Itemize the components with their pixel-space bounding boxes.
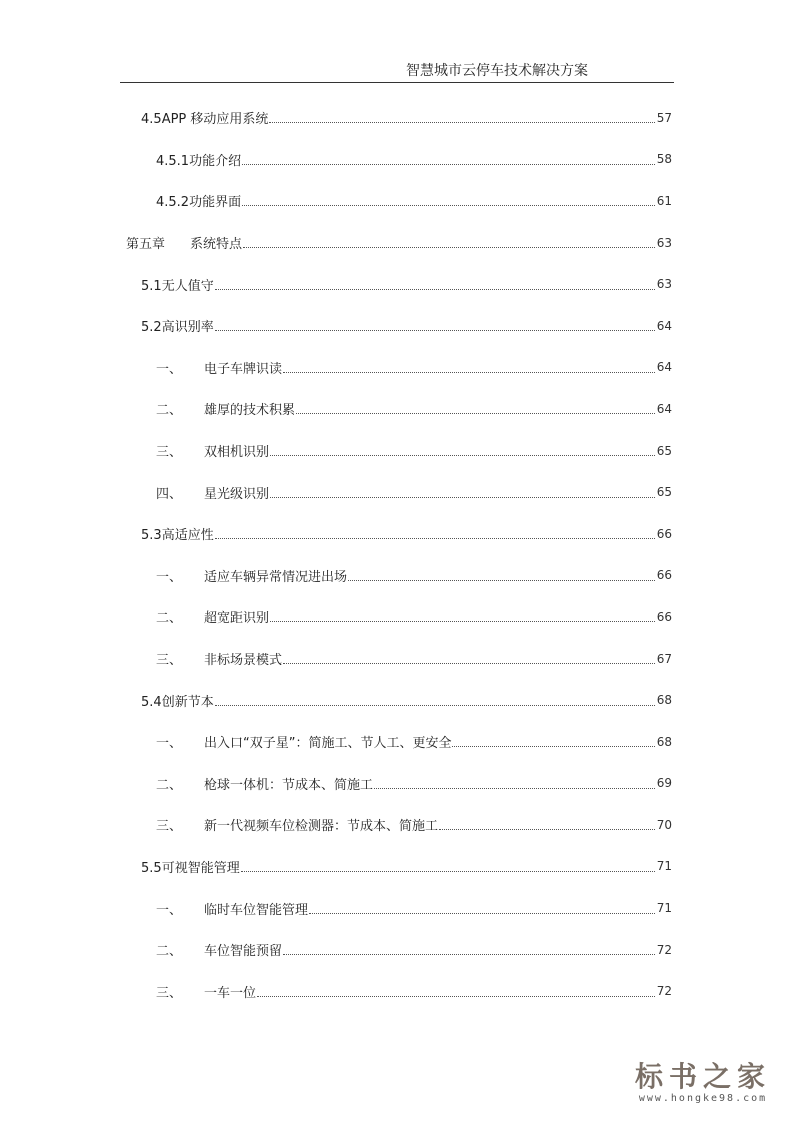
toc-page-number: 58 [656, 152, 672, 167]
toc-entry[interactable] [0, 763, 793, 805]
toc-entry-text: 枪球一体机：节成本、简施工 [204, 777, 374, 793]
toc-page-number: 71 [656, 901, 672, 916]
toc-leader-dots [242, 205, 655, 206]
toc-entry-number: 四、 [156, 486, 183, 502]
watermark-logo [635, 1061, 771, 1104]
toc-entry[interactable] [0, 970, 793, 1012]
toc-entry-text: 适应车辆异常情况进出场 [204, 569, 348, 585]
toc-page-number: 66 [656, 526, 672, 541]
toc-entry[interactable] [0, 222, 793, 264]
toc-page-number: 71 [656, 859, 672, 874]
toc-entry-label [126, 233, 242, 252]
toc-entry-text: 可视智能管理 [161, 860, 240, 876]
toc-entry[interactable] [0, 804, 793, 846]
toc-entry[interactable] [0, 846, 793, 888]
toc-leader-dots [348, 580, 655, 581]
toc-entry-number: 一、 [156, 569, 183, 585]
toc-entry-text: 临时车位智能管理 [204, 902, 309, 918]
toc-entry-number: 一、 [156, 902, 183, 918]
header-divider [120, 82, 674, 83]
toc-entry-label [156, 441, 269, 460]
toc-leader-dots [374, 788, 655, 789]
toc-entry-label [156, 566, 347, 585]
toc-entry[interactable] [0, 347, 793, 389]
toc-entry-number: 4.5.2 [156, 195, 190, 211]
toc-entry-number: 三、 [156, 445, 183, 461]
toc-leader-dots [241, 871, 655, 872]
toc-leader-dots [215, 330, 655, 331]
toc-entry-label [156, 732, 451, 751]
toc-page-number: 65 [656, 443, 672, 458]
toc-entry-label [156, 982, 256, 1001]
toc-entry-label [156, 899, 308, 918]
toc-entry-label [141, 524, 214, 543]
toc-entry-number: 5.3 [141, 528, 162, 544]
toc-page-number: 64 [656, 401, 672, 416]
toc-entry-text: 星光级识别 [204, 486, 270, 502]
toc-entry[interactable] [0, 139, 793, 181]
toc-entry-number: 4.5 [141, 112, 162, 128]
toc-entry-text: 高识别率 [161, 320, 214, 336]
toc-entry-text: 功能界面 [189, 195, 242, 211]
toc-page-number: 66 [656, 568, 672, 583]
toc-entry-text: 非标场景模式 [204, 653, 283, 669]
toc-entry-number: 5.1 [141, 278, 162, 294]
toc-entry-number: 三、 [156, 985, 183, 1001]
toc-leader-dots [270, 621, 655, 622]
toc-leader-dots [452, 746, 654, 747]
toc-entry-text: 创新节本 [161, 694, 214, 710]
toc-page-number: 63 [656, 277, 672, 292]
toc-entry[interactable] [0, 887, 793, 929]
toc-entry-text: 功能介绍 [189, 153, 242, 169]
toc-entry-text: 电子车牌识读 [204, 361, 283, 377]
toc-entry-number: 一、 [156, 361, 183, 377]
toc-page-number: 68 [656, 693, 672, 708]
toc-entry[interactable] [0, 305, 793, 347]
toc-entry-label [141, 275, 214, 294]
toc-leader-dots [269, 122, 654, 123]
toc-leader-dots [283, 372, 655, 373]
toc-entry-number: 4.5.1 [156, 153, 190, 169]
toc-entry[interactable] [0, 721, 793, 763]
toc-entry-label [141, 108, 268, 127]
toc-entry-number: 二、 [156, 403, 183, 419]
toc-entry[interactable] [0, 929, 793, 971]
toc-entry-label [156, 358, 282, 377]
toc-entry-label [141, 691, 214, 710]
watermark-url: www.hongke98.com [638, 1093, 768, 1104]
toc-page-number: 72 [656, 984, 672, 999]
toc-entry-label [141, 857, 240, 876]
toc-entry[interactable] [0, 388, 793, 430]
toc-entry-number: 一、 [156, 736, 183, 752]
table-of-contents [0, 97, 793, 1012]
toc-entry-label [156, 649, 282, 668]
toc-entry-number: 二、 [156, 777, 183, 793]
toc-entry-label [156, 607, 269, 626]
toc-leader-dots [296, 413, 655, 414]
toc-entry[interactable] [0, 430, 793, 472]
toc-page-number: 69 [656, 776, 672, 791]
toc-entry-text: 雄厚的技术积累 [204, 403, 296, 419]
toc-leader-dots [257, 996, 655, 997]
toc-entry[interactable] [0, 263, 793, 305]
toc-entry-number: 二、 [156, 944, 183, 960]
toc-entry-label [156, 399, 295, 418]
toc-entry-number: 三、 [156, 819, 183, 835]
toc-page-number: 57 [656, 110, 672, 125]
toc-leader-dots [283, 954, 655, 955]
toc-page-number: 70 [656, 817, 672, 832]
toc-entry[interactable] [0, 596, 793, 638]
toc-leader-dots [243, 247, 655, 248]
toc-leader-dots [270, 497, 655, 498]
toc-entry[interactable] [0, 513, 793, 555]
toc-page-number: 66 [656, 609, 672, 624]
toc-entry[interactable] [0, 180, 793, 222]
toc-entry[interactable] [0, 471, 793, 513]
toc-entry-text: 双相机识别 [204, 445, 270, 461]
toc-entry-text: 系统特点 [190, 237, 243, 253]
toc-page-number: 68 [656, 734, 672, 749]
toc-leader-dots [309, 913, 655, 914]
toc-entry-number: 5.5 [141, 860, 162, 876]
toc-entry[interactable] [0, 638, 793, 680]
toc-page-number: 61 [656, 193, 672, 208]
toc-leader-dots [283, 663, 655, 664]
toc-entry-text: 新一代视频车位检测器：节成本、简施工 [204, 819, 439, 835]
toc-leader-dots [215, 538, 655, 539]
toc-entry-number: 5.2 [141, 320, 162, 336]
page-header-title: 智慧城市云停车技术解决方案 [406, 63, 588, 79]
toc-entry-text: 无人值守 [161, 278, 214, 294]
toc-entry[interactable] [0, 679, 793, 721]
toc-entry-label [156, 483, 269, 502]
toc-leader-dots [270, 455, 655, 456]
toc-entry[interactable] [0, 555, 793, 597]
toc-entry-label [156, 191, 241, 210]
toc-leader-dots [439, 829, 655, 830]
toc-page-number: 72 [656, 942, 672, 957]
toc-leader-dots [215, 289, 655, 290]
toc-entry-number: 三、 [156, 653, 183, 669]
toc-page-number: 64 [656, 360, 672, 375]
toc-entry-label [156, 774, 373, 793]
toc-entry-text: 高适应性 [161, 528, 214, 544]
toc-entry-label [156, 150, 241, 169]
toc-entry-label [141, 316, 214, 335]
toc-entry-text: APP 移动应用系统 [161, 112, 269, 128]
toc-entry-label [156, 815, 438, 834]
toc-page-number: 67 [656, 651, 672, 666]
toc-entry-number: 5.4 [141, 694, 162, 710]
toc-entry-text: 车位智能预留 [204, 944, 283, 960]
toc-entry-text: 出入口“双子星”：简施工、节人工、更安全 [204, 736, 452, 752]
toc-entry-number: 第五章 [126, 237, 166, 253]
toc-entry-label [156, 940, 282, 959]
watermark-main-text: 标书之家 [634, 1060, 771, 1093]
toc-entry-text: 一车一位 [204, 985, 257, 1001]
toc-entry[interactable] [0, 97, 793, 139]
toc-page-number: 63 [656, 235, 672, 250]
toc-page-number: 65 [656, 485, 672, 500]
toc-entry-number: 二、 [156, 611, 183, 627]
toc-leader-dots [215, 705, 655, 706]
toc-leader-dots [242, 164, 655, 165]
toc-entry-text: 超宽距识别 [204, 611, 270, 627]
toc-page-number: 64 [656, 318, 672, 333]
